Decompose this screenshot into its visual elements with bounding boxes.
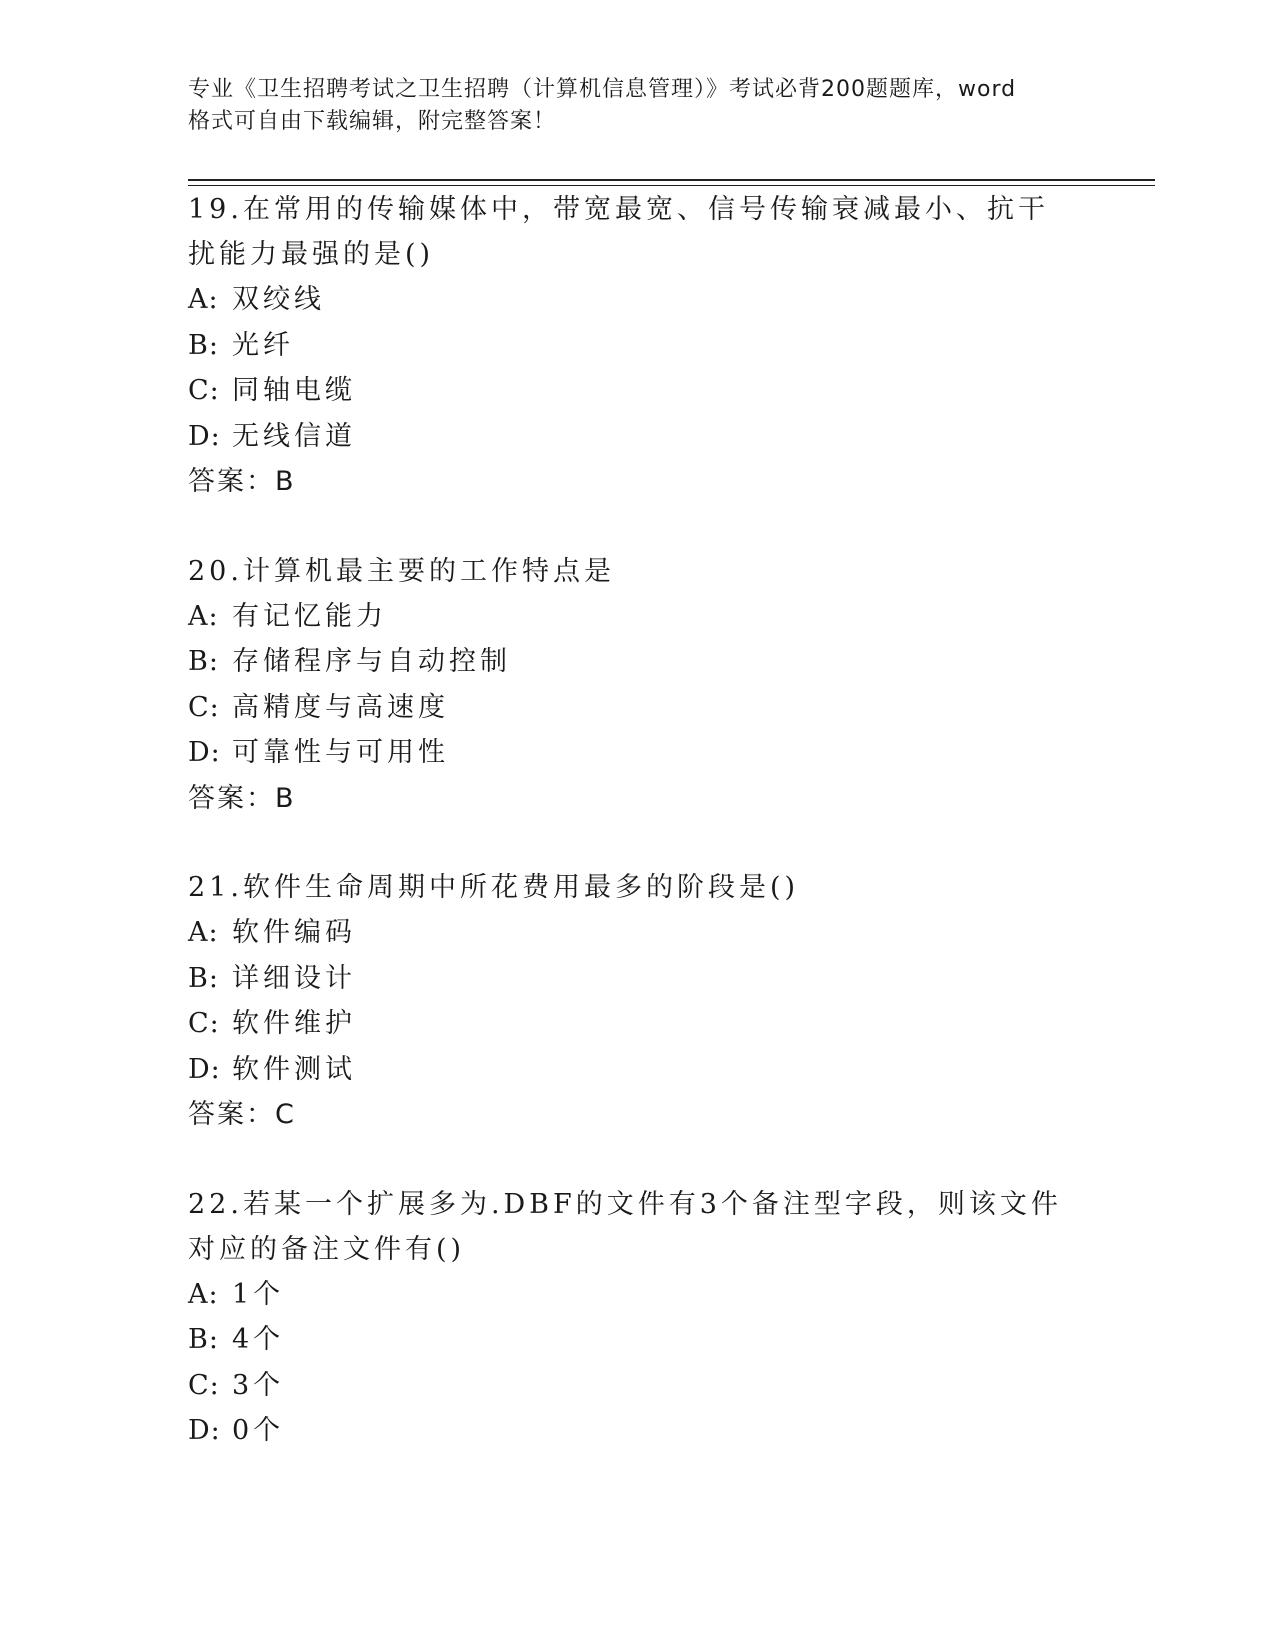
option-a	[188, 1272, 1088, 1318]
question-21	[188, 865, 1088, 1138]
question-stem: 21.软件生命周期中所花费用最多的阶段是()	[188, 872, 800, 903]
option-a	[188, 594, 1088, 640]
option-c	[188, 1001, 1088, 1047]
question-stem: 19.在常用的传输媒体中，带宽最宽、信号传输衰减最小、抗干扰能力最强的是()	[188, 194, 1049, 270]
answer-line: 答案：C	[188, 1099, 296, 1130]
option-text: 双绞线	[232, 284, 325, 315]
option-text: 同轴电缆	[232, 375, 356, 406]
answer-line: 答案：B	[188, 466, 296, 497]
header-line-1: 专业《卫生招聘考试之卫生招聘（计算机信息管理）》考试必背200题题库，word	[188, 77, 1017, 102]
option-text: 4个	[232, 1324, 285, 1355]
option-a	[188, 910, 1088, 956]
header-divider-thick	[188, 179, 1155, 181]
option-text: 详细设计	[232, 962, 356, 994]
option-letter: D:	[188, 737, 221, 768]
option-letter: B:	[188, 962, 219, 994]
question-list	[188, 187, 1088, 1498]
option-letter: A:	[188, 917, 219, 948]
option-letter: A:	[188, 1278, 219, 1310]
option-text: 可靠性与可用性	[232, 737, 449, 768]
option-c	[188, 1363, 1088, 1409]
option-text: 软件编码	[232, 917, 356, 948]
question-19	[188, 187, 1088, 505]
option-text: 软件维护	[232, 1008, 356, 1039]
option-text: 有记忆能力	[232, 600, 387, 632]
option-text: 光纤	[232, 329, 294, 361]
option-letter: C:	[188, 691, 220, 723]
header-divider-thin	[188, 185, 1155, 186]
option-b	[188, 956, 1088, 1002]
option-letter: A:	[188, 284, 219, 315]
option-d	[188, 414, 1088, 460]
option-letter: C:	[188, 1369, 220, 1401]
option-text: 0个	[232, 1415, 285, 1446]
option-letter: B:	[188, 1324, 219, 1355]
option-b	[188, 323, 1088, 369]
option-d	[188, 730, 1088, 776]
question-stem: 22.若某一个扩展多为.DBF的文件有3个备注型字段，则该文件对应的备注文件有()	[188, 1188, 1062, 1265]
document-header	[188, 74, 1088, 138]
option-letter: B:	[188, 329, 219, 361]
header-line-2: 格式可自由下载编辑，附完整答案！	[188, 109, 557, 134]
option-letter: A:	[188, 600, 219, 632]
option-d	[188, 1408, 1088, 1454]
option-b	[188, 639, 1088, 685]
option-letter: D:	[188, 1415, 221, 1446]
option-text: 无线信道	[232, 420, 356, 452]
option-c	[188, 685, 1088, 731]
option-letter: C:	[188, 1008, 220, 1039]
question-22	[188, 1182, 1088, 1454]
option-text: 软件测试	[232, 1053, 356, 1085]
option-text: 1个	[232, 1278, 285, 1310]
option-text: 3个	[232, 1369, 285, 1401]
option-b	[188, 1317, 1088, 1363]
question-stem: 20.计算机最主要的工作特点是	[188, 555, 615, 587]
option-text: 存储程序与自动控制	[232, 646, 511, 677]
option-c	[188, 368, 1088, 414]
option-letter: D:	[188, 420, 221, 452]
option-a	[188, 277, 1088, 323]
answer-line: 答案：B	[188, 782, 296, 814]
option-letter: B:	[188, 646, 219, 677]
option-text: 高精度与高速度	[232, 691, 449, 723]
question-20	[188, 549, 1088, 822]
option-letter: D:	[188, 1053, 221, 1085]
option-d	[188, 1047, 1088, 1093]
option-letter: C:	[188, 375, 220, 406]
